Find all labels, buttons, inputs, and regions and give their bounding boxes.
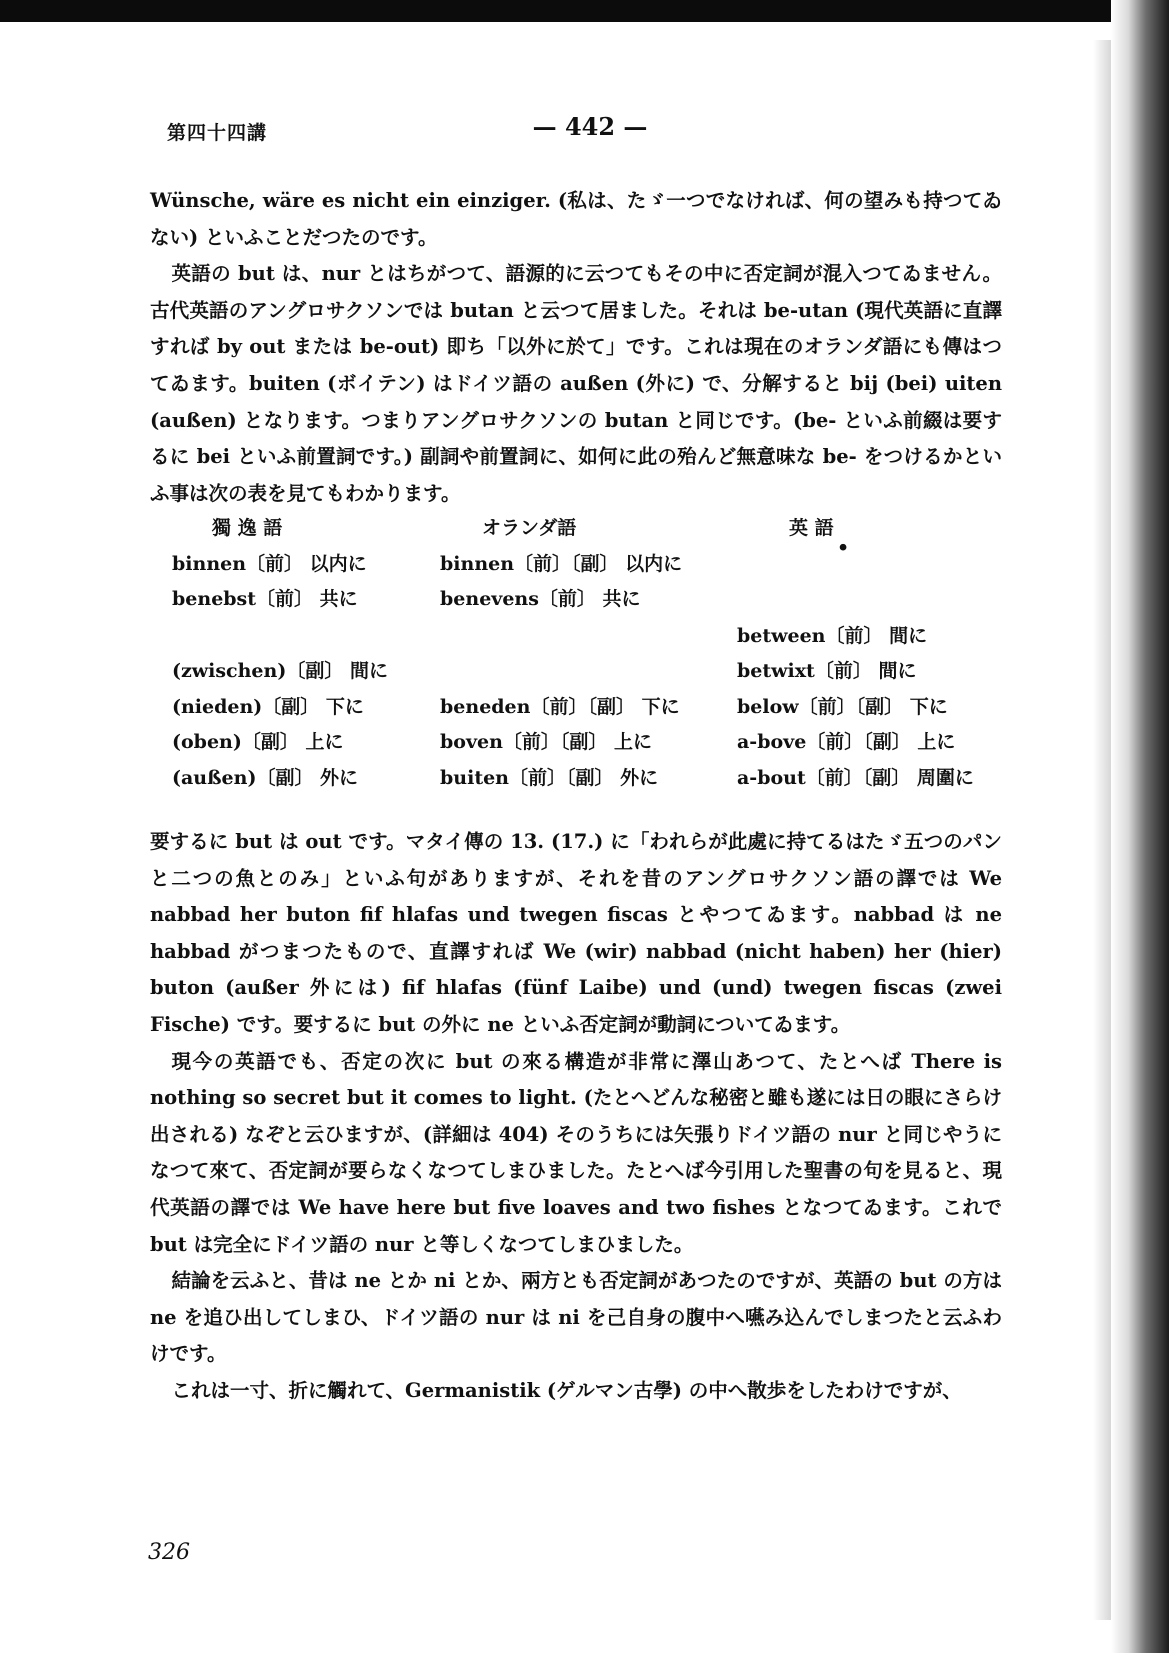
scan-page-curl-shadow xyxy=(1093,40,1111,1620)
german-row: benebst〔前〕 共に xyxy=(172,588,358,610)
paragraph-conclusion: 結論を云ふと、昔は ne とか ni とか、兩方とも否定詞があつたのですが、英語の but の方は ne を追ひ出してしまひ、ドイツ語の nur は ni を己自身の腹中へ嚥み込んでしまつたと云ふわけです。 xyxy=(150,1269,1002,1366)
german-row: (oben)〔副〕 上に xyxy=(172,731,344,753)
english-row: between〔前〕 間に xyxy=(737,625,928,647)
german-row: binnen〔前〕 以内に xyxy=(172,553,367,575)
english-row: a-bout〔前〕〔副〕 周圍に xyxy=(737,767,974,789)
chapter-title: 第四十四講 xyxy=(167,122,268,144)
header-english: 英 語 xyxy=(789,517,834,539)
upper-text-block xyxy=(150,183,1002,512)
dutch-row: beneden〔前〕〔副〕 下に xyxy=(440,696,680,718)
german-row: (zwischen)〔副〕 間に xyxy=(172,660,388,682)
lower-text-block xyxy=(150,824,1002,1410)
paragraph-but-out: 要するに but は out です。マタイ傳の 13. (17.) に「われらが此處に持てるはたゞ五つのパンと二つの魚とのみ」といふ句がありますが、それを昔のアングロサクソン語の譯では We nabbad her buton fif hlafas und twegen fiscas とやつてゐます。nabbad は ne habbad がつまつたもので、直譯すれば We (wir) nabbad (nicht haben) her (hier) buton (außer 外には) fif hlafas (fünf Laibe) und (und) twegen fiscas (zwei Fische) です。要するに but の外に ne といふ否定詞が動詞についてゐます。 xyxy=(150,830,1002,1036)
scan-top-border xyxy=(0,0,1169,22)
paragraph-etymology: 英語の but は、nur とはちがつて、語源的に云つてもその中に否定詞が混入つてゐません。古代英語のアングロサクソンでは butan と云つて居ました。それは be-utan (現代英語に直譯すれば by out または be-out) 即ち「以外に於て」です。これは現在のオランダ語にも傳はつてゐます。buiten (ボイテン) はドイツ語の außen (外に) で、分解すると bij (bei) uiten (außen) となります。つまりアングロサクソンの butan と同じです。(be- といふ前綴は要するに bei といふ前置詞です。) 副詞や前置詞に、如何に此の殆んど無意味な be- をつけるかといふ事は次の表を見てもわかります。 xyxy=(150,262,1002,505)
german-row: (nieden)〔副〕 下に xyxy=(172,696,364,718)
dutch-row: boven〔前〕〔副〕 上に xyxy=(440,731,653,753)
stray-mark: • xyxy=(837,537,850,559)
page-header xyxy=(150,112,1000,152)
header-dutch: オランダ語 xyxy=(482,517,577,539)
dutch-row: binnen〔前〕〔副〕 以内に xyxy=(440,553,683,575)
paragraph-closing: これは一寸、折に觸れて、Germanistik (ゲルマン古學) の中へ散歩をしたわけですが、 xyxy=(171,1378,962,1402)
paragraph-modern-english: 現今の英語でも、否定の次に but の來る構造が非常に澤山あつて、たとへば There is nothing so secret but it comes to light. (たとへどんな秘密と雖も遂には日の眼にさらけ出される) なぞと云ひますが、(詳細は 404) そのうちには矢張りドイツ語の nur と同じやうになつて來て、否定詞が要らなくなつてしまひました。たとへば今引用した聖書の句を見ると、現代英語の譯では We have here but five loaves and two fishes となつてゐます。これで but は完全にドイツ語の nur と等しくなつてしまひました。 xyxy=(150,1049,1002,1256)
header-german: 獨 逸 語 xyxy=(212,517,283,539)
english-row: below〔前〕〔副〕 下に xyxy=(737,696,948,718)
paragraph-continuation: Wünsche, wäre es nicht ein einziger. (私は、たゞ一つでなければ、何の望みも持つてゐない) といふことだつたのです。 xyxy=(150,189,1002,249)
english-row: betwixt〔前〕 間に xyxy=(737,660,917,682)
scan-right-edge-shadow xyxy=(1111,0,1169,1653)
page-number: — 442 — xyxy=(532,112,648,141)
dutch-row: buiten〔前〕〔副〕 外に xyxy=(440,767,659,789)
folio-number: 326 xyxy=(148,1540,190,1565)
german-row: (außen)〔副〕 外に xyxy=(172,767,359,789)
english-row: a-bove〔前〕〔副〕 上に xyxy=(737,731,956,753)
dutch-row: benevens〔前〕 共に xyxy=(440,588,641,610)
